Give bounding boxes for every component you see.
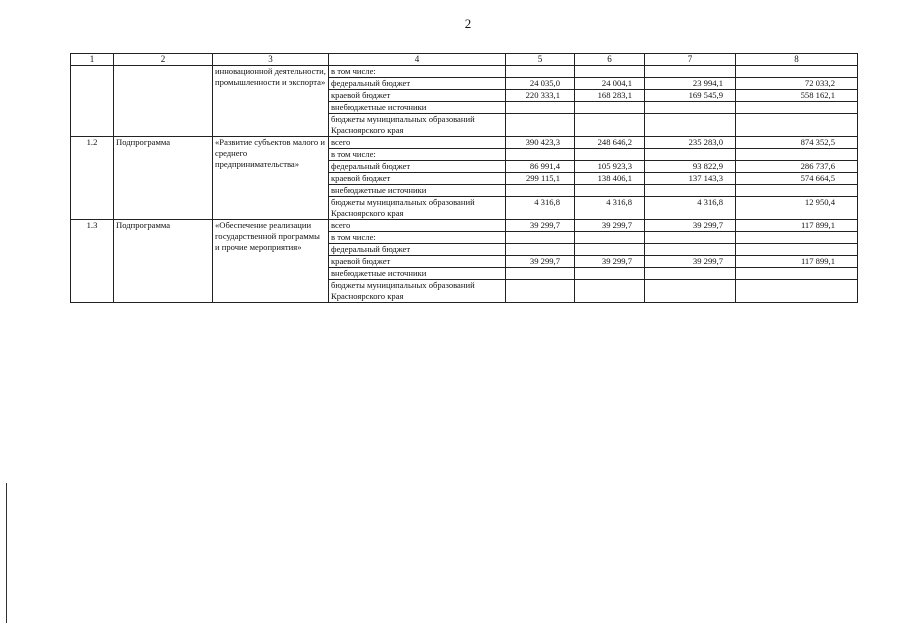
value-cell: 220 333,1	[506, 90, 575, 102]
value-cell: 93 822,9	[645, 161, 736, 173]
source-cell: внебюджетные источники	[329, 185, 506, 197]
value-cell	[575, 149, 645, 161]
table-row	[71, 66, 858, 78]
value-cell	[506, 232, 575, 244]
source-cell: всего	[329, 220, 506, 232]
value-cell: 4 316,8	[575, 197, 645, 220]
source-cell: всего	[329, 137, 506, 149]
value-cell	[506, 149, 575, 161]
header-cell: 5	[506, 54, 575, 66]
source-cell: федеральный бюджет	[329, 78, 506, 90]
scan-margin-line	[6, 483, 7, 623]
value-cell	[736, 149, 858, 161]
table-header-row	[71, 54, 858, 66]
row-title-cell: «Развитие субъектов малого и среднего предпринимательства»	[213, 137, 329, 220]
source-cell: бюджеты муниципальных образований Красноярского края	[329, 197, 506, 220]
value-cell: 137 143,3	[645, 173, 736, 185]
value-cell	[575, 114, 645, 137]
value-cell: 12 950,4	[736, 197, 858, 220]
value-cell	[575, 185, 645, 197]
source-cell: бюджеты муниципальных образований Красноярского края	[329, 114, 506, 137]
value-cell	[736, 185, 858, 197]
source-cell: внебюджетные источники	[329, 102, 506, 114]
value-cell: 168 283,1	[575, 90, 645, 102]
row-number-cell	[71, 66, 114, 137]
value-cell: 248 646,2	[575, 137, 645, 149]
row-title-cell: «Обеспечение реализации государственной программы и прочие мероприятия»	[213, 220, 329, 303]
row-title-cell: инновационной деятельности, промышленности и экспорта»	[213, 66, 329, 137]
value-cell: 169 545,9	[645, 90, 736, 102]
value-cell	[506, 102, 575, 114]
value-cell	[506, 268, 575, 280]
value-cell	[645, 185, 736, 197]
value-cell: 558 162,1	[736, 90, 858, 102]
source-cell: краевой бюджет	[329, 90, 506, 102]
value-cell	[645, 114, 736, 137]
row-type-cell: Подпрограмма	[114, 137, 213, 220]
value-cell	[575, 66, 645, 78]
value-cell: 72 033,2	[736, 78, 858, 90]
value-cell: 23 994,1	[645, 78, 736, 90]
table-row	[71, 137, 858, 149]
source-cell: в том числе:	[329, 232, 506, 244]
value-cell	[575, 232, 645, 244]
value-cell	[645, 232, 736, 244]
source-cell: в том числе:	[329, 66, 506, 78]
header-cell: 1	[71, 54, 114, 66]
value-cell	[736, 280, 858, 303]
value-cell: 24 004,1	[575, 78, 645, 90]
header-cell: 3	[213, 54, 329, 66]
value-cell: 138 406,1	[575, 173, 645, 185]
header-cell: 6	[575, 54, 645, 66]
value-cell	[736, 268, 858, 280]
header-cell: 7	[645, 54, 736, 66]
value-cell	[645, 149, 736, 161]
value-cell: 24 035,0	[506, 78, 575, 90]
value-cell: 39 299,7	[506, 220, 575, 232]
row-number-cell: 1.3	[71, 220, 114, 303]
value-cell: 39 299,7	[645, 256, 736, 268]
value-cell	[736, 244, 858, 256]
value-cell	[575, 244, 645, 256]
source-cell: федеральный бюджет	[329, 244, 506, 256]
value-cell	[645, 280, 736, 303]
value-cell: 39 299,7	[575, 220, 645, 232]
value-cell: 117 899,1	[736, 220, 858, 232]
row-type-cell	[114, 66, 213, 137]
value-cell: 874 352,5	[736, 137, 858, 149]
value-cell: 299 115,1	[506, 173, 575, 185]
value-cell: 86 991,4	[506, 161, 575, 173]
value-cell: 286 737,6	[736, 161, 858, 173]
value-cell	[736, 66, 858, 78]
value-cell	[645, 102, 736, 114]
value-cell	[736, 102, 858, 114]
value-cell	[645, 66, 736, 78]
value-cell: 39 299,7	[506, 256, 575, 268]
source-cell: краевой бюджет	[329, 173, 506, 185]
value-cell: 117 899,1	[736, 256, 858, 268]
source-cell: внебюджетные источники	[329, 268, 506, 280]
value-cell: 574 664,5	[736, 173, 858, 185]
row-type-cell: Подпрограмма	[114, 220, 213, 303]
value-cell: 235 283,0	[645, 137, 736, 149]
value-cell	[645, 244, 736, 256]
header-cell: 4	[329, 54, 506, 66]
value-cell	[506, 185, 575, 197]
row-number-cell: 1.2	[71, 137, 114, 220]
value-cell: 39 299,7	[645, 220, 736, 232]
value-cell: 390 423,3	[506, 137, 575, 149]
value-cell: 4 316,8	[506, 197, 575, 220]
value-cell	[506, 66, 575, 78]
source-cell: краевой бюджет	[329, 256, 506, 268]
value-cell	[575, 280, 645, 303]
budget-table	[70, 53, 858, 303]
table-row	[71, 220, 858, 232]
value-cell	[736, 232, 858, 244]
value-cell: 105 923,3	[575, 161, 645, 173]
header-cell: 8	[736, 54, 858, 66]
value-cell	[506, 114, 575, 137]
source-cell: бюджеты муниципальных образований Красноярского края	[329, 280, 506, 303]
source-cell: федеральный бюджет	[329, 161, 506, 173]
value-cell	[506, 280, 575, 303]
source-cell: в том числе:	[329, 149, 506, 161]
value-cell: 39 299,7	[575, 256, 645, 268]
value-cell	[575, 268, 645, 280]
value-cell	[506, 244, 575, 256]
value-cell	[736, 114, 858, 137]
value-cell	[645, 268, 736, 280]
header-cell: 2	[114, 54, 213, 66]
value-cell	[575, 102, 645, 114]
value-cell: 4 316,8	[645, 197, 736, 220]
page-number: 2	[464, 16, 472, 31]
